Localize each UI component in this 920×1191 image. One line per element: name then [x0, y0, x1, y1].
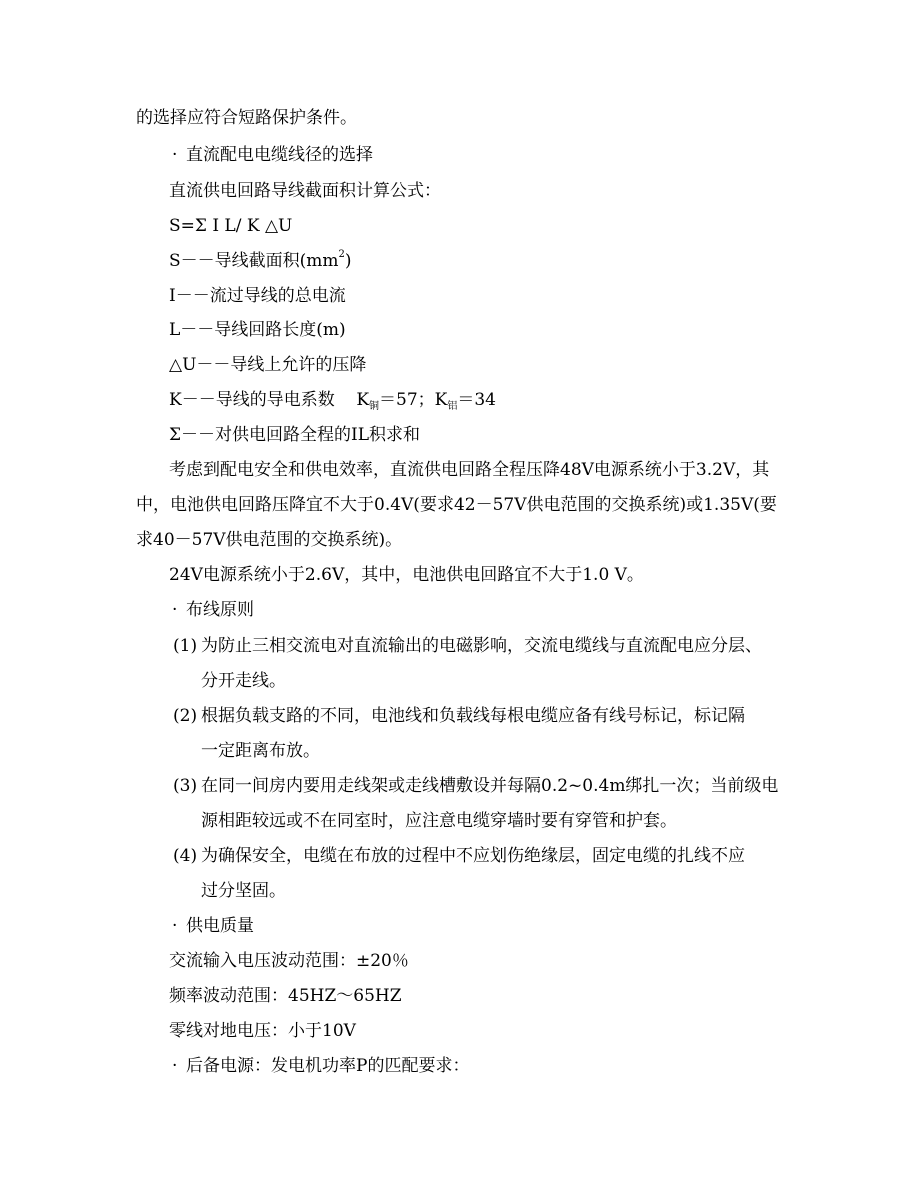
definition-k: K－－导线的导电系数 $K_铜=57$；$K_铝=34$: [169, 390, 496, 412]
definition-sigma: Σ－－对供电回路全程的IL积求和: [169, 425, 421, 445]
paragraph-line: 考虑到配电安全和供电效率，直流供电回路全程压降48V电源系统小于3.2V，其: [169, 460, 770, 480]
text-line: 的选择应符合短路保护条件。: [136, 108, 357, 128]
paragraph-line: 24V电源系统小于2.6V，其中，电池供电回路宜不大于1.0 V。: [169, 565, 644, 585]
definition-u: △U－－导线上允许的压降: [169, 355, 367, 375]
list-item: (3) 在同一间房内要用走线架或走线槽敷设并每隔0.2~0.4m绑扎一次；当前级电: [173, 776, 779, 796]
definition-l: L－－导线回路长度(m): [169, 320, 346, 340]
list-item: (4) 为确保安全，电缆在布放的过程中不应划伤绝缘层，固定电缆的扎线不应: [173, 846, 745, 866]
list-item-continuation: 一定距离布放。: [201, 741, 320, 761]
section-heading: · 直流配电电缆线径的选择: [172, 145, 373, 165]
list-item-continuation: 分开走线。: [201, 671, 286, 691]
text-line: 频率波动范围：45HZ～65HZ: [169, 986, 402, 1006]
list-item-continuation: 过分坚固。: [201, 881, 286, 901]
list-item: (1) 为防止三相交流电对直流输出的电磁影响，交流电缆线与直流配电应分层、: [173, 636, 762, 656]
text-line: 零线对地电压：小于10V: [169, 1021, 356, 1041]
section-heading: · 供电质量: [172, 916, 254, 936]
list-item: (2) 根据负载支路的不同，电池线和负载线每根电缆应备有线号标记，标记隔: [173, 706, 745, 726]
bullet-icon: ·: [172, 145, 178, 165]
bullet-icon: ·: [172, 916, 178, 936]
list-item-continuation: 源相距较远或不在同室时，应注意电缆穿墙时要有穿管和护套。: [201, 811, 677, 831]
definition-i: I－－流过导线的总电流: [169, 286, 346, 306]
bullet-icon: ·: [172, 1056, 178, 1076]
bullet-icon: ·: [172, 600, 178, 620]
section-heading: · 后备电源：发电机功率P的匹配要求：: [172, 1056, 470, 1076]
paragraph-line: 中，电池供电回路压降宜不大于0.4V(要求42－57V供电范围的交换系统)或1.35V(要: [136, 495, 777, 515]
text-line: 直流供电回路导线截面积计算公式：: [169, 181, 441, 201]
section-heading: · 布线原则: [172, 600, 254, 620]
text-line: 交流输入电压波动范围：±20％: [169, 951, 409, 971]
definition-s: S－－导线截面积$(mm^2)$: [169, 249, 352, 271]
formula: S=Σ I L/ K △U: [169, 216, 293, 236]
paragraph-line: 求40－57V供电范围的交换系统)。: [136, 530, 403, 550]
